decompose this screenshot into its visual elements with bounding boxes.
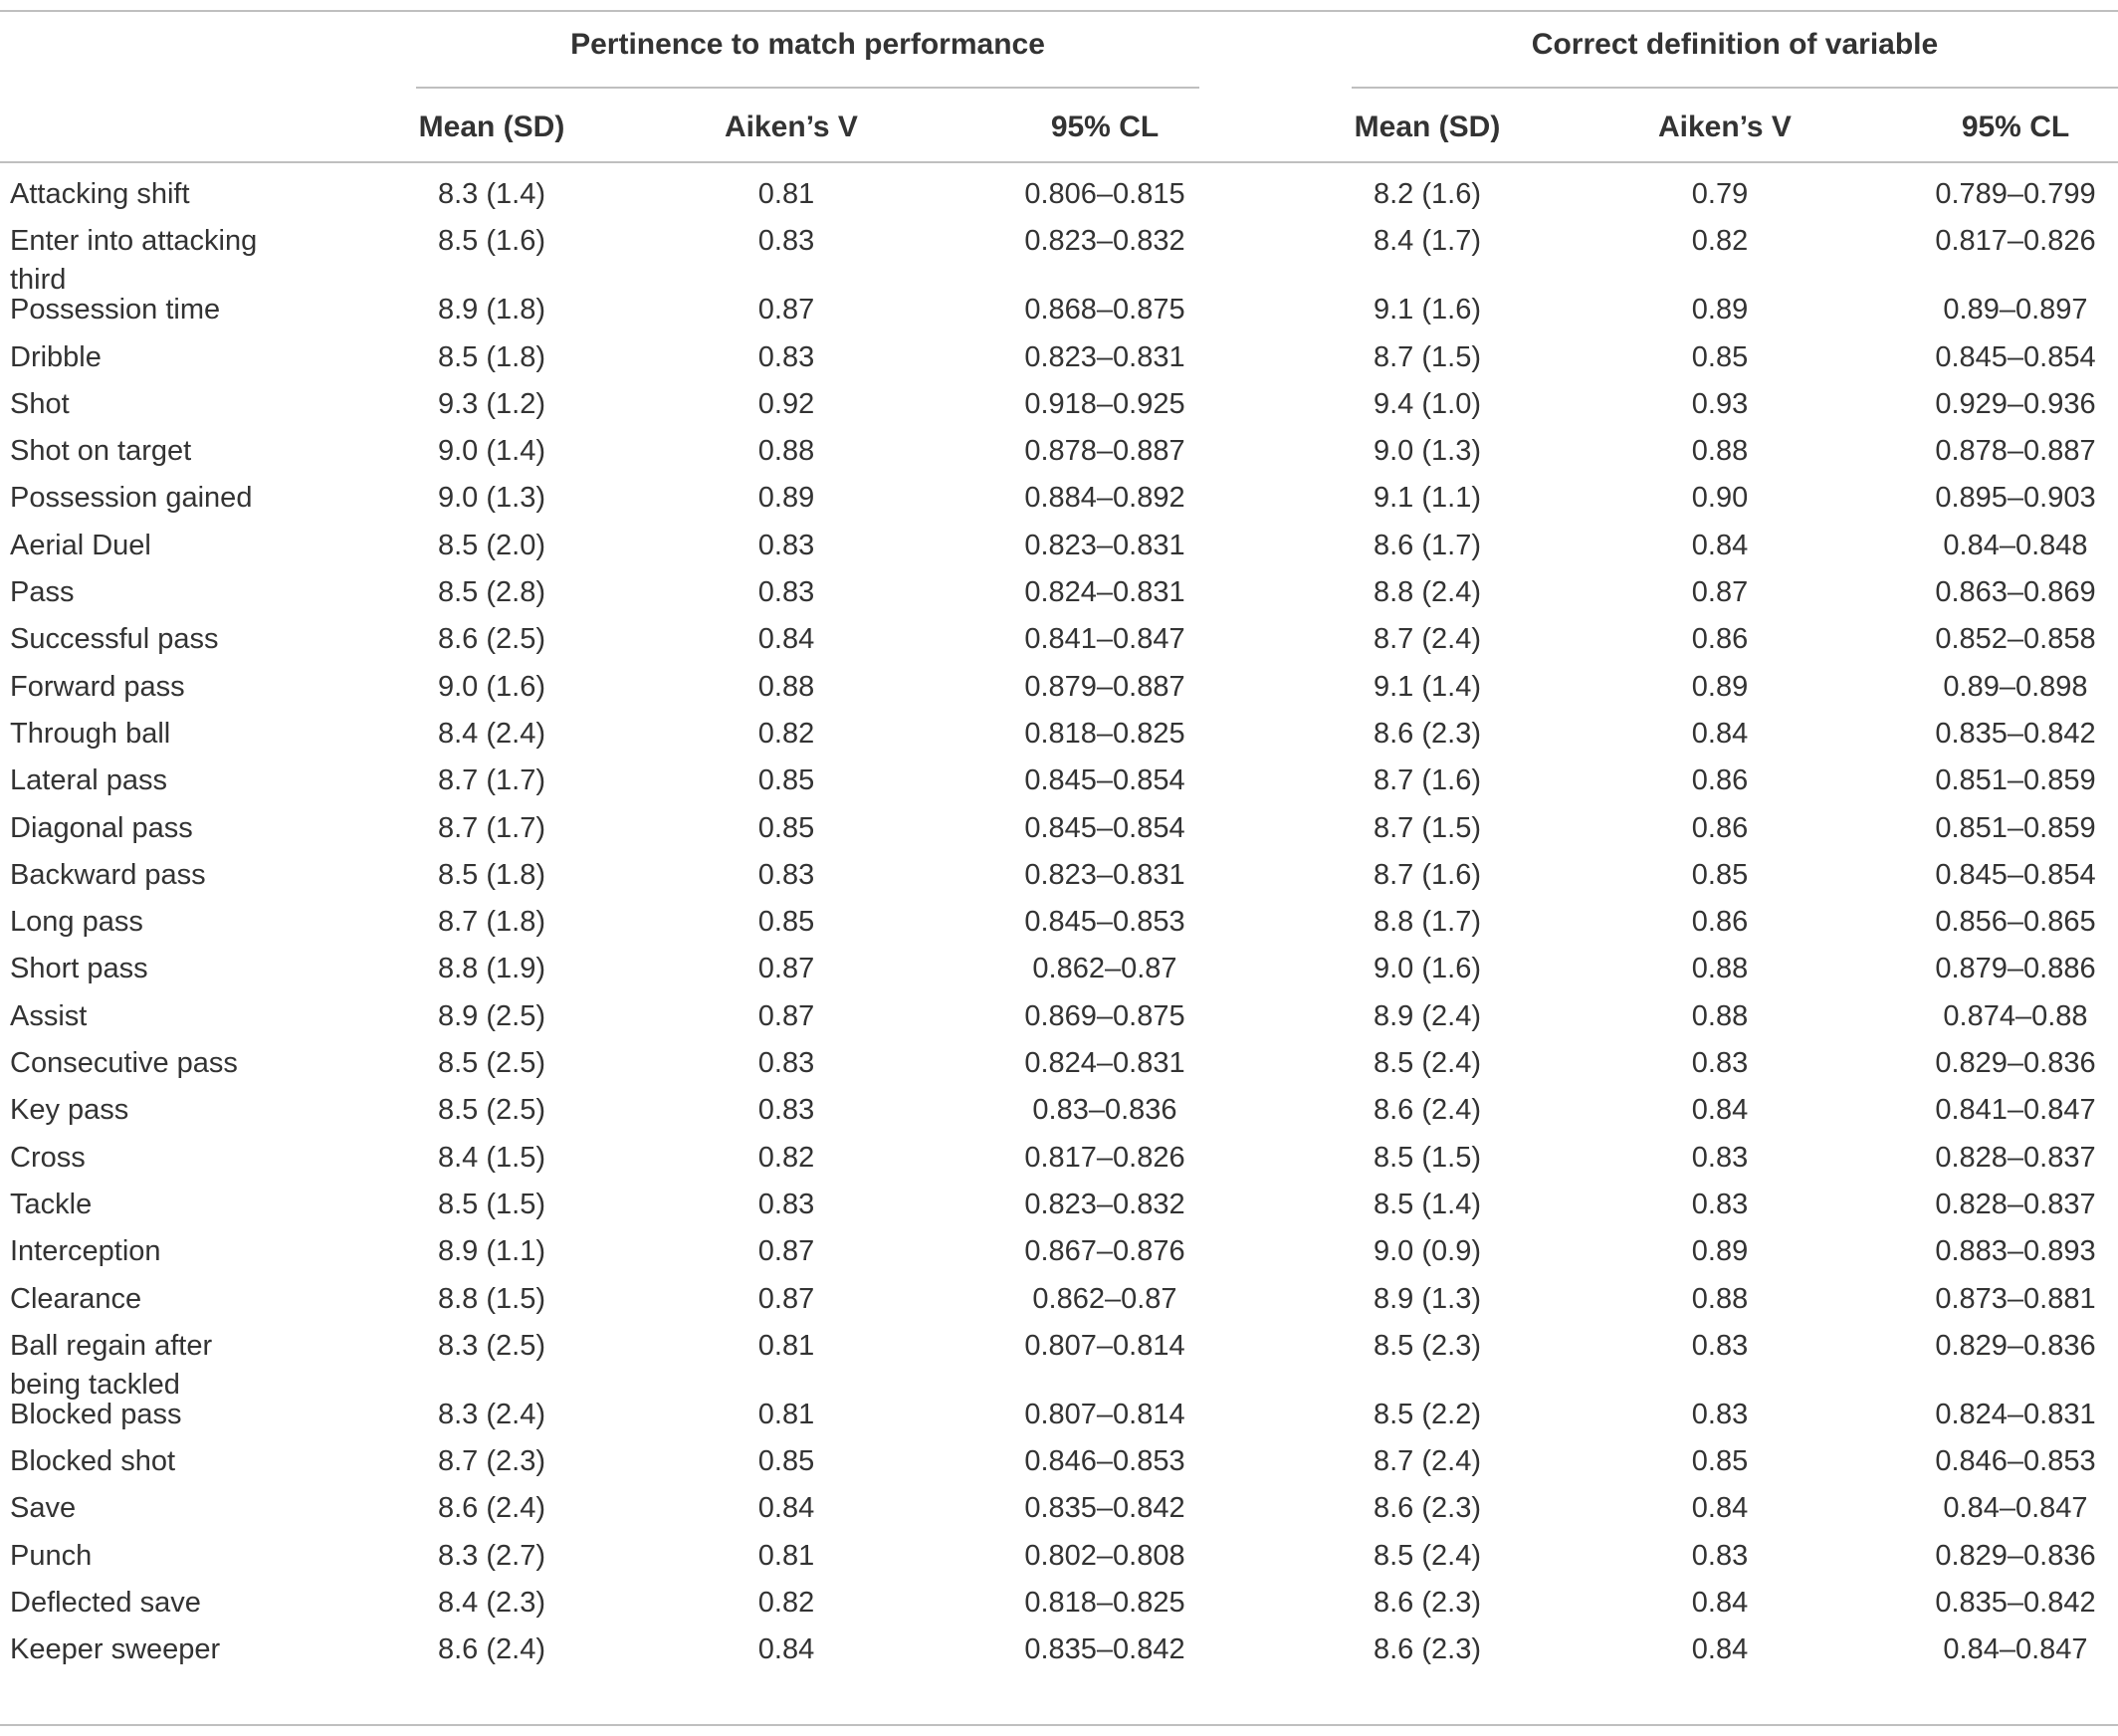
cell-variable: Attacking shift — [10, 178, 190, 210]
cell-d-aiken: 0.85 — [1691, 1445, 1749, 1478]
cell-d-aiken: 0.86 — [1691, 906, 1749, 939]
table-row — [0, 1584, 2118, 1630]
cell-d-aiken: 0.86 — [1691, 811, 1749, 844]
cell-p-aiken: 0.81 — [757, 1398, 815, 1430]
cell-variable: Short pass — [10, 953, 148, 985]
cell-d-aiken: 0.88 — [1691, 1282, 1749, 1315]
cell-d-mean: 9.1 (1.6) — [1374, 294, 1481, 326]
cell-d-cl: 0.835–0.842 — [1935, 1587, 2096, 1620]
cell-d-mean: 9.1 (1.4) — [1374, 670, 1481, 703]
cell-p-aiken: 0.85 — [757, 764, 815, 797]
cell-d-mean: 8.6 (2.4) — [1374, 1094, 1481, 1127]
cell-d-cl: 0.895–0.903 — [1935, 482, 2096, 515]
cell-variable: Blocked pass — [10, 1398, 182, 1430]
cell-p-mean: 8.5 (1.8) — [438, 858, 545, 891]
cell-variable: Consecutive pass — [10, 1047, 238, 1080]
table-row — [0, 903, 2118, 950]
cell-d-mean: 8.9 (1.3) — [1374, 1282, 1481, 1315]
cell-p-cl: 0.806–0.815 — [1024, 178, 1185, 210]
cell-p-mean: 8.5 (2.8) — [438, 576, 545, 609]
cell-d-mean: 8.6 (2.3) — [1374, 1492, 1481, 1525]
table-row — [0, 809, 2118, 856]
cell-p-aiken: 0.83 — [757, 576, 815, 609]
cell-d-cl: 0.873–0.881 — [1935, 1282, 2096, 1315]
cell-p-aiken: 0.81 — [757, 1329, 815, 1362]
cell-variable: Cross — [10, 1141, 86, 1174]
group-rule-pertinence — [416, 87, 1199, 89]
cell-p-aiken: 0.88 — [757, 670, 815, 703]
cell-d-cl: 0.829–0.836 — [1935, 1539, 2096, 1572]
column-header-d-aiken: Aiken’s V — [1658, 110, 1792, 143]
table-row — [0, 1396, 2118, 1442]
cell-d-cl: 0.84–0.848 — [1943, 529, 2088, 561]
cell-p-mean: 8.7 (1.7) — [438, 811, 545, 844]
cell-p-aiken: 0.85 — [757, 906, 815, 939]
cell-variable: Ball regain after being tackled — [10, 1329, 213, 1401]
table-row — [0, 338, 2118, 385]
cell-d-mean: 9.1 (1.1) — [1374, 482, 1481, 515]
table-row — [0, 527, 2118, 573]
table-body — [0, 175, 2118, 1678]
cell-d-mean: 8.2 (1.6) — [1374, 178, 1481, 210]
cell-p-aiken: 0.81 — [757, 1539, 815, 1572]
cell-d-aiken: 0.83 — [1691, 1539, 1749, 1572]
cell-p-cl: 0.835–0.842 — [1024, 1492, 1185, 1525]
cell-variable: Long pass — [10, 906, 143, 939]
cell-d-cl: 0.846–0.853 — [1935, 1445, 2096, 1478]
cell-d-cl: 0.829–0.836 — [1935, 1329, 2096, 1362]
table-row — [0, 997, 2118, 1044]
cell-d-cl: 0.84–0.847 — [1943, 1492, 2088, 1525]
cell-d-mean: 8.6 (2.3) — [1374, 1587, 1481, 1620]
cell-d-cl: 0.878–0.887 — [1935, 435, 2096, 468]
cell-p-cl: 0.802–0.808 — [1024, 1539, 1185, 1572]
table-row — [0, 1630, 2118, 1677]
cell-p-cl: 0.918–0.925 — [1024, 387, 1185, 420]
table-row — [0, 1537, 2118, 1584]
cell-p-aiken: 0.84 — [757, 623, 815, 656]
cell-p-mean: 8.9 (1.8) — [438, 294, 545, 326]
cell-p-aiken: 0.84 — [757, 1633, 815, 1666]
table-row — [0, 222, 2118, 297]
cell-p-aiken: 0.85 — [757, 811, 815, 844]
cell-p-mean: 9.0 (1.6) — [438, 670, 545, 703]
cell-d-mean: 8.7 (1.6) — [1374, 764, 1481, 797]
cell-p-mean: 8.5 (2.0) — [438, 529, 545, 561]
table-row — [0, 1489, 2118, 1536]
cell-p-aiken: 0.83 — [757, 225, 815, 258]
cell-p-mean: 8.4 (2.3) — [438, 1587, 545, 1620]
cell-d-aiken: 0.83 — [1691, 1141, 1749, 1174]
cell-d-mean: 8.7 (1.5) — [1374, 340, 1481, 373]
table-row — [0, 1139, 2118, 1186]
cell-d-aiken: 0.90 — [1691, 482, 1749, 515]
cell-variable: Through ball — [10, 717, 171, 750]
cell-p-cl: 0.841–0.847 — [1024, 623, 1185, 656]
cell-variable: Enter into attacking third — [10, 225, 258, 297]
cell-d-cl: 0.828–0.837 — [1935, 1188, 2096, 1220]
cell-d-cl: 0.879–0.886 — [1935, 953, 2096, 985]
table-row — [0, 291, 2118, 337]
cell-d-cl: 0.851–0.859 — [1935, 811, 2096, 844]
cell-p-mean: 8.9 (2.5) — [438, 999, 545, 1032]
table-top-rule — [0, 10, 2118, 12]
cell-p-mean: 8.5 (1.5) — [438, 1188, 545, 1220]
cell-d-mean: 8.6 (2.3) — [1374, 1633, 1481, 1666]
cell-p-cl: 0.818–0.825 — [1024, 1587, 1185, 1620]
cell-p-cl: 0.879–0.887 — [1024, 670, 1185, 703]
cell-d-mean: 8.4 (1.7) — [1374, 225, 1481, 258]
cell-p-cl: 0.846–0.853 — [1024, 1445, 1185, 1478]
cell-d-cl: 0.851–0.859 — [1935, 764, 2096, 797]
column-header-d-mean: Mean (SD) — [1354, 110, 1501, 143]
cell-p-aiken: 0.87 — [757, 953, 815, 985]
cell-p-aiken: 0.85 — [757, 1445, 815, 1478]
cell-p-cl: 0.878–0.887 — [1024, 435, 1185, 468]
table-row — [0, 175, 2118, 222]
cell-variable: Keeper sweeper — [10, 1633, 221, 1666]
cell-variable: Pass — [10, 576, 75, 609]
cell-p-aiken: 0.87 — [757, 1282, 815, 1315]
cell-d-aiken: 0.83 — [1691, 1329, 1749, 1362]
cell-d-cl: 0.841–0.847 — [1935, 1094, 2096, 1127]
cell-d-aiken: 0.86 — [1691, 623, 1749, 656]
cell-variable: Blocked shot — [10, 1445, 176, 1478]
table-row — [0, 1091, 2118, 1138]
table-row — [0, 761, 2118, 808]
cell-variable: Aerial Duel — [10, 529, 151, 561]
cell-d-aiken: 0.79 — [1691, 178, 1749, 210]
cell-p-cl: 0.823–0.831 — [1024, 529, 1185, 561]
cell-variable: Diagonal pass — [10, 811, 193, 844]
cell-p-cl: 0.807–0.814 — [1024, 1329, 1185, 1362]
cell-p-mean: 8.7 (1.7) — [438, 764, 545, 797]
cell-p-mean: 9.3 (1.2) — [438, 387, 545, 420]
cell-d-aiken: 0.93 — [1691, 387, 1749, 420]
cell-p-cl: 0.868–0.875 — [1024, 294, 1185, 326]
cell-d-aiken: 0.89 — [1691, 1235, 1749, 1268]
cell-p-cl: 0.823–0.832 — [1024, 1188, 1185, 1220]
cell-d-aiken: 0.84 — [1691, 1633, 1749, 1666]
cell-variable: Forward pass — [10, 670, 185, 703]
cell-d-cl: 0.817–0.826 — [1935, 225, 2096, 258]
cell-d-aiken: 0.88 — [1691, 999, 1749, 1032]
cell-p-cl: 0.845–0.853 — [1024, 906, 1185, 939]
cell-variable: Save — [10, 1492, 77, 1525]
cell-p-cl: 0.867–0.876 — [1024, 1235, 1185, 1268]
column-header-d-cl: 95% CL — [1961, 110, 2070, 143]
table-row — [0, 385, 2118, 432]
cell-p-aiken: 0.83 — [757, 1047, 815, 1080]
cell-d-mean: 8.5 (2.4) — [1374, 1047, 1481, 1080]
group-header-pertinence: Pertinence to match performance — [570, 28, 1045, 61]
cell-p-cl: 0.862–0.87 — [1032, 953, 1177, 985]
cell-variable: Tackle — [10, 1188, 93, 1220]
cell-d-cl: 0.84–0.847 — [1943, 1633, 2088, 1666]
cell-p-mean: 8.5 (2.5) — [438, 1047, 545, 1080]
cell-d-cl: 0.829–0.836 — [1935, 1047, 2096, 1080]
cell-variable: Lateral pass — [10, 764, 167, 797]
cell-d-mean: 8.6 (2.3) — [1374, 717, 1481, 750]
cell-variable: Deflected save — [10, 1587, 201, 1620]
cell-p-mean: 8.4 (1.5) — [438, 1141, 545, 1174]
cell-d-mean: 9.0 (1.6) — [1374, 953, 1481, 985]
table-row — [0, 432, 2118, 479]
cell-d-aiken: 0.84 — [1691, 1492, 1749, 1525]
header-rule — [0, 161, 2118, 163]
cell-p-mean: 8.6 (2.5) — [438, 623, 545, 656]
cell-d-mean: 8.5 (1.4) — [1374, 1188, 1481, 1220]
cell-p-cl: 0.817–0.826 — [1024, 1141, 1185, 1174]
cell-p-cl: 0.807–0.814 — [1024, 1398, 1185, 1430]
cell-d-cl: 0.845–0.854 — [1935, 340, 2096, 373]
column-header-p-aiken: Aiken’s V — [725, 110, 858, 143]
cell-p-aiken: 0.83 — [757, 340, 815, 373]
table-row — [0, 479, 2118, 526]
cell-p-aiken: 0.83 — [757, 1188, 815, 1220]
cell-p-mean: 8.5 (2.5) — [438, 1094, 545, 1127]
cell-d-mean: 9.4 (1.0) — [1374, 387, 1481, 420]
cell-p-aiken: 0.87 — [757, 294, 815, 326]
table-row — [0, 1327, 2118, 1401]
table-row — [0, 1442, 2118, 1489]
cell-d-mean: 8.9 (2.4) — [1374, 999, 1481, 1032]
table-row — [0, 620, 2118, 667]
table-row — [0, 1280, 2118, 1327]
cell-d-cl: 0.828–0.837 — [1935, 1141, 2096, 1174]
cell-p-mean: 9.0 (1.4) — [438, 435, 545, 468]
cell-d-cl: 0.883–0.893 — [1935, 1235, 2096, 1268]
cell-p-cl: 0.884–0.892 — [1024, 482, 1185, 515]
cell-variable: Possession time — [10, 294, 221, 326]
cell-d-cl: 0.874–0.88 — [1943, 999, 2088, 1032]
cell-d-aiken: 0.89 — [1691, 294, 1749, 326]
cell-p-cl: 0.823–0.831 — [1024, 340, 1185, 373]
cell-p-mean: 8.5 (1.6) — [438, 225, 545, 258]
cell-p-mean: 8.3 (2.7) — [438, 1539, 545, 1572]
cell-d-aiken: 0.85 — [1691, 340, 1749, 373]
column-header-p-mean: Mean (SD) — [418, 110, 565, 143]
cell-p-cl: 0.823–0.832 — [1024, 225, 1185, 258]
cell-d-aiken: 0.88 — [1691, 953, 1749, 985]
cell-variable: Punch — [10, 1539, 93, 1572]
cell-p-aiken: 0.82 — [757, 717, 815, 750]
cell-d-mean: 8.7 (2.4) — [1374, 623, 1481, 656]
cell-p-cl: 0.862–0.87 — [1032, 1282, 1177, 1315]
cell-p-mean: 8.7 (1.8) — [438, 906, 545, 939]
cell-d-cl: 0.863–0.869 — [1935, 576, 2096, 609]
cell-d-aiken: 0.84 — [1691, 1587, 1749, 1620]
cell-d-aiken: 0.83 — [1691, 1047, 1749, 1080]
cell-d-mean: 8.5 (1.5) — [1374, 1141, 1481, 1174]
cell-d-aiken: 0.84 — [1691, 1094, 1749, 1127]
cell-p-cl: 0.83–0.836 — [1032, 1094, 1177, 1127]
table-row — [0, 573, 2118, 620]
cell-p-mean: 8.8 (1.5) — [438, 1282, 545, 1315]
cell-p-mean: 8.3 (1.4) — [438, 178, 545, 210]
cell-p-aiken: 0.89 — [757, 482, 815, 515]
cell-d-mean: 8.5 (2.3) — [1374, 1329, 1481, 1362]
cell-p-cl: 0.824–0.831 — [1024, 576, 1185, 609]
table-row — [0, 1044, 2118, 1091]
cell-p-cl: 0.823–0.831 — [1024, 858, 1185, 891]
cell-p-mean: 8.5 (1.8) — [438, 340, 545, 373]
cell-p-aiken: 0.82 — [757, 1141, 815, 1174]
cell-d-mean: 8.5 (2.2) — [1374, 1398, 1481, 1430]
cell-p-cl: 0.869–0.875 — [1024, 999, 1185, 1032]
cell-p-mean: 8.4 (2.4) — [438, 717, 545, 750]
cell-p-aiken: 0.82 — [757, 1587, 815, 1620]
cell-d-aiken: 0.85 — [1691, 858, 1749, 891]
table-row — [0, 668, 2118, 715]
cell-p-mean: 8.6 (2.4) — [438, 1633, 545, 1666]
cell-d-cl: 0.89–0.897 — [1943, 294, 2088, 326]
cell-d-aiken: 0.84 — [1691, 717, 1749, 750]
cell-variable: Successful pass — [10, 623, 219, 656]
cell-variable: Key pass — [10, 1094, 129, 1127]
cell-variable: Shot on target — [10, 435, 192, 468]
cell-d-mean: 9.0 (0.9) — [1374, 1235, 1481, 1268]
cell-d-cl: 0.789–0.799 — [1935, 178, 2096, 210]
cell-d-aiken: 0.88 — [1691, 435, 1749, 468]
cell-p-cl: 0.824–0.831 — [1024, 1047, 1185, 1080]
cell-p-aiken: 0.87 — [757, 999, 815, 1032]
cell-d-aiken: 0.82 — [1691, 225, 1749, 258]
cell-d-aiken: 0.89 — [1691, 670, 1749, 703]
cell-p-aiken: 0.87 — [757, 1235, 815, 1268]
cell-p-cl: 0.818–0.825 — [1024, 717, 1185, 750]
table-row — [0, 856, 2118, 903]
cell-d-aiken: 0.87 — [1691, 576, 1749, 609]
cell-p-aiken: 0.83 — [757, 858, 815, 891]
cell-d-cl: 0.835–0.842 — [1935, 717, 2096, 750]
cell-variable: Dribble — [10, 340, 102, 373]
cell-d-mean: 8.5 (2.4) — [1374, 1539, 1481, 1572]
cell-d-aiken: 0.83 — [1691, 1398, 1749, 1430]
table-row — [0, 1186, 2118, 1232]
cell-d-aiken: 0.83 — [1691, 1188, 1749, 1220]
cell-p-mean: 8.3 (2.5) — [438, 1329, 545, 1362]
cell-d-cl: 0.856–0.865 — [1935, 906, 2096, 939]
cell-p-aiken: 0.81 — [757, 178, 815, 210]
group-header-definition: Correct definition of variable — [1531, 28, 1939, 61]
column-header-p-cl: 95% CL — [1050, 110, 1160, 143]
cell-d-mean: 8.7 (2.4) — [1374, 1445, 1481, 1478]
table-row — [0, 715, 2118, 761]
cell-p-cl: 0.835–0.842 — [1024, 1633, 1185, 1666]
cell-p-aiken: 0.83 — [757, 1094, 815, 1127]
cell-d-cl: 0.845–0.854 — [1935, 858, 2096, 891]
cell-p-aiken: 0.84 — [757, 1492, 815, 1525]
group-rule-definition — [1352, 87, 2118, 89]
cell-d-aiken: 0.86 — [1691, 764, 1749, 797]
cell-variable: Clearance — [10, 1282, 142, 1315]
cell-p-mean: 8.8 (1.9) — [438, 953, 545, 985]
cell-d-cl: 0.89–0.898 — [1943, 670, 2088, 703]
table-row — [0, 1232, 2118, 1279]
table-bottom-rule — [0, 1724, 2118, 1726]
cell-d-mean: 9.0 (1.3) — [1374, 435, 1481, 468]
cell-p-mean: 8.9 (1.1) — [438, 1235, 545, 1268]
cell-variable: Interception — [10, 1235, 161, 1268]
cell-d-cl: 0.824–0.831 — [1935, 1398, 2096, 1430]
cell-d-cl: 0.852–0.858 — [1935, 623, 2096, 656]
cell-p-aiken: 0.88 — [757, 435, 815, 468]
cell-p-mean: 8.6 (2.4) — [438, 1492, 545, 1525]
cell-d-mean: 8.6 (1.7) — [1374, 529, 1481, 561]
cell-p-aiken: 0.92 — [757, 387, 815, 420]
cell-variable: Assist — [10, 999, 88, 1032]
cell-variable: Shot — [10, 387, 70, 420]
cell-d-mean: 8.7 (1.6) — [1374, 858, 1481, 891]
cell-d-mean: 8.8 (2.4) — [1374, 576, 1481, 609]
cell-p-mean: 8.3 (2.4) — [438, 1398, 545, 1430]
cell-p-aiken: 0.83 — [757, 529, 815, 561]
cell-p-cl: 0.845–0.854 — [1024, 811, 1185, 844]
cell-p-cl: 0.845–0.854 — [1024, 764, 1185, 797]
table-row — [0, 950, 2118, 996]
cell-variable: Possession gained — [10, 482, 253, 515]
cell-p-mean: 8.7 (2.3) — [438, 1445, 545, 1478]
cell-d-mean: 8.8 (1.7) — [1374, 906, 1481, 939]
cell-d-cl: 0.929–0.936 — [1935, 387, 2096, 420]
cell-p-mean: 9.0 (1.3) — [438, 482, 545, 515]
cell-d-mean: 8.7 (1.5) — [1374, 811, 1481, 844]
cell-variable: Backward pass — [10, 858, 206, 891]
cell-d-aiken: 0.84 — [1691, 529, 1749, 561]
